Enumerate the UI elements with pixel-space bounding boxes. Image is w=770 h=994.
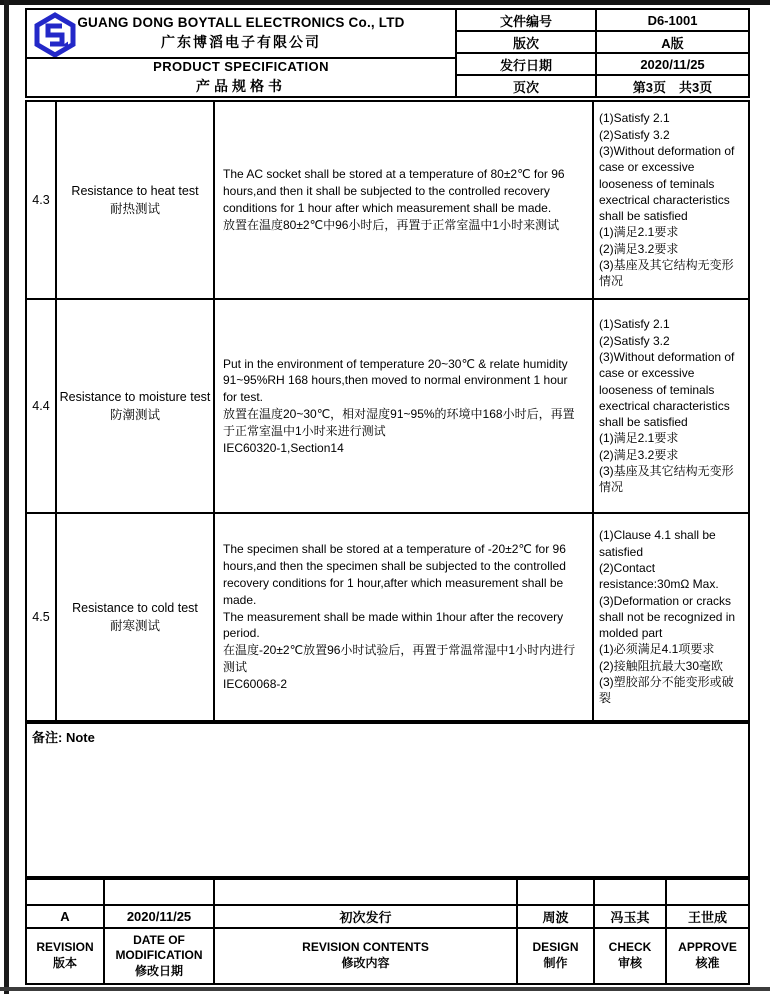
product-title-cell bbox=[27, 59, 455, 96]
clause-number: 4.3 bbox=[27, 102, 55, 298]
revision-empty-cell bbox=[27, 880, 103, 904]
acceptance-criteria: (1)Satisfy 2.1 (2)Satisfy 3.2 (3)Without deformation of case or excessive looseness of teminals exectrical characteristics shall be satisfied (1)满足2.1要求 (2)满足3.2要求 (3)基座及其它结构无变形情况 bbox=[599, 317, 735, 495]
approver-name: 王世成 bbox=[667, 906, 748, 927]
revision-empty-cell bbox=[105, 880, 213, 904]
issue-date-value: 2020/11/25 bbox=[597, 54, 748, 74]
test-procedure: The specimen shall be stored at a temperature of -20±2℃ for 96 hours,and then the specimen shall be subjected to the controlled recovery conditions for 1 hour,after which measurement shall be made. The measurement shall be made within 1hour after the recovery period. 在温度-20±2℃放置96小时试验后，再置于常温常湿中1小时内进行测试 IEC60068-2 bbox=[223, 542, 576, 691]
scan-edge-top bbox=[0, 0, 770, 5]
header-left-section bbox=[27, 10, 455, 96]
spec-table bbox=[25, 100, 750, 722]
design-header: DESIGN 制作 bbox=[518, 929, 593, 983]
contents-header: REVISION CONTENTS 修改内容 bbox=[215, 929, 516, 983]
checker-name: 冯玉其 bbox=[595, 906, 665, 927]
product-title-cn: 产品规格书 bbox=[196, 78, 286, 94]
revision-header: REVISION 版本 bbox=[27, 929, 103, 983]
approve-header: APPROVE 核准 bbox=[667, 929, 748, 983]
test-name-en: Resistance to moisture test bbox=[59, 389, 211, 404]
company-name-cn: 广东博滔电子有限公司 bbox=[161, 34, 321, 50]
date-header: DATE OF MODIFICATION 修改日期 bbox=[105, 929, 213, 983]
scan-edge-left bbox=[4, 0, 9, 994]
company-name-en: GUANG DONG BOYTALL ELECTRONICS Co., LTD bbox=[77, 15, 405, 30]
revision-empty-cell bbox=[667, 880, 748, 904]
revision-empty-cell bbox=[215, 880, 516, 904]
test-procedure: The AC socket shall be stored at a temperature of 80±2℃ for 96 hours,and then it shall be subjected to the controlled recovery conditions for 1 hour after which measurement shall be made. 放置在温度80±2℃中96小时后，再置于正常室温中1小时来测试 bbox=[223, 167, 565, 232]
version-label: 版次 bbox=[457, 32, 595, 52]
version-value: A版 bbox=[597, 32, 748, 52]
test-name-en: Resistance to cold test bbox=[72, 600, 198, 615]
revision-contents: 初次发行 bbox=[215, 906, 516, 927]
test-name-cell bbox=[57, 300, 213, 512]
test-name-cn: 防潮测试 bbox=[109, 408, 160, 422]
test-name-cn: 耐寒测试 bbox=[109, 619, 160, 633]
clause-number: 4.4 bbox=[27, 300, 55, 512]
product-title-en: PRODUCT SPECIFICATION bbox=[153, 59, 329, 74]
test-name-cell bbox=[57, 102, 213, 298]
test-name-cn: 耐热测试 bbox=[109, 202, 160, 216]
test-name-en: Resistance to heat test bbox=[71, 183, 199, 198]
scan-edge-bottom bbox=[0, 987, 770, 991]
acceptance-criteria: (1)Satisfy 2.1 (2)Satisfy 3.2 (3)Without deformation of case or excessive looseness of teminals exectrical characteristics shall be satisfied (1)满足2.1要求 (2)满足3.2要求 (3)基座及其它结构无变形情况 bbox=[599, 111, 735, 289]
acceptance-criteria-cell bbox=[594, 300, 748, 512]
acceptance-criteria-cell bbox=[594, 514, 748, 720]
clause-number: 4.5 bbox=[27, 514, 55, 720]
designer-name: 周波 bbox=[518, 906, 593, 927]
revision-empty-cell bbox=[595, 880, 665, 904]
company-title-cell bbox=[27, 10, 455, 57]
check-header: CHECK 审核 bbox=[595, 929, 665, 983]
test-procedure: Put in the environment of temperature 20~30℃ & relate humidity 91~95%RH 168 hours,then moved to normal environment 1 hour for test. 放置在温度20~30℃，相对湿度91~95%的环境中168小时后，再置于正常室温中1小时来进行测试 IEC60320-1,Section14 bbox=[223, 356, 575, 455]
page-number-label: 页次 bbox=[457, 76, 595, 96]
acceptance-criteria-cell bbox=[594, 102, 748, 298]
modification-date: 2020/11/25 bbox=[105, 906, 213, 927]
test-procedure-cell bbox=[215, 300, 592, 512]
header-right-section bbox=[457, 10, 748, 96]
revision-table bbox=[25, 878, 750, 985]
doc-number-label: 文件编号 bbox=[457, 10, 595, 30]
test-procedure-cell bbox=[215, 514, 592, 720]
acceptance-criteria: (1)Clause 4.1 shall be satisfied (2)Contact resistance:30mΩ Max. (3)Deformation or cracks shall not be recognized in molded part (1)必须满足4.1项要求 (2)接触阻抗最大30毫欧 (3)塑胶部分不能变形或破裂 bbox=[599, 528, 736, 706]
test-name-cell bbox=[57, 514, 213, 720]
document-header-table bbox=[25, 8, 750, 98]
issue-date-label: 发行日期 bbox=[457, 54, 595, 74]
note-label: 备注: Note bbox=[32, 730, 95, 745]
doc-number-value: D6-1001 bbox=[597, 10, 748, 30]
revision-value: A bbox=[27, 906, 103, 927]
page-number-value: 第3页 共3页 bbox=[597, 76, 748, 96]
company-logo-icon bbox=[32, 12, 78, 57]
note-box bbox=[25, 722, 750, 878]
test-procedure-cell bbox=[215, 102, 592, 298]
revision-empty-cell bbox=[518, 880, 593, 904]
